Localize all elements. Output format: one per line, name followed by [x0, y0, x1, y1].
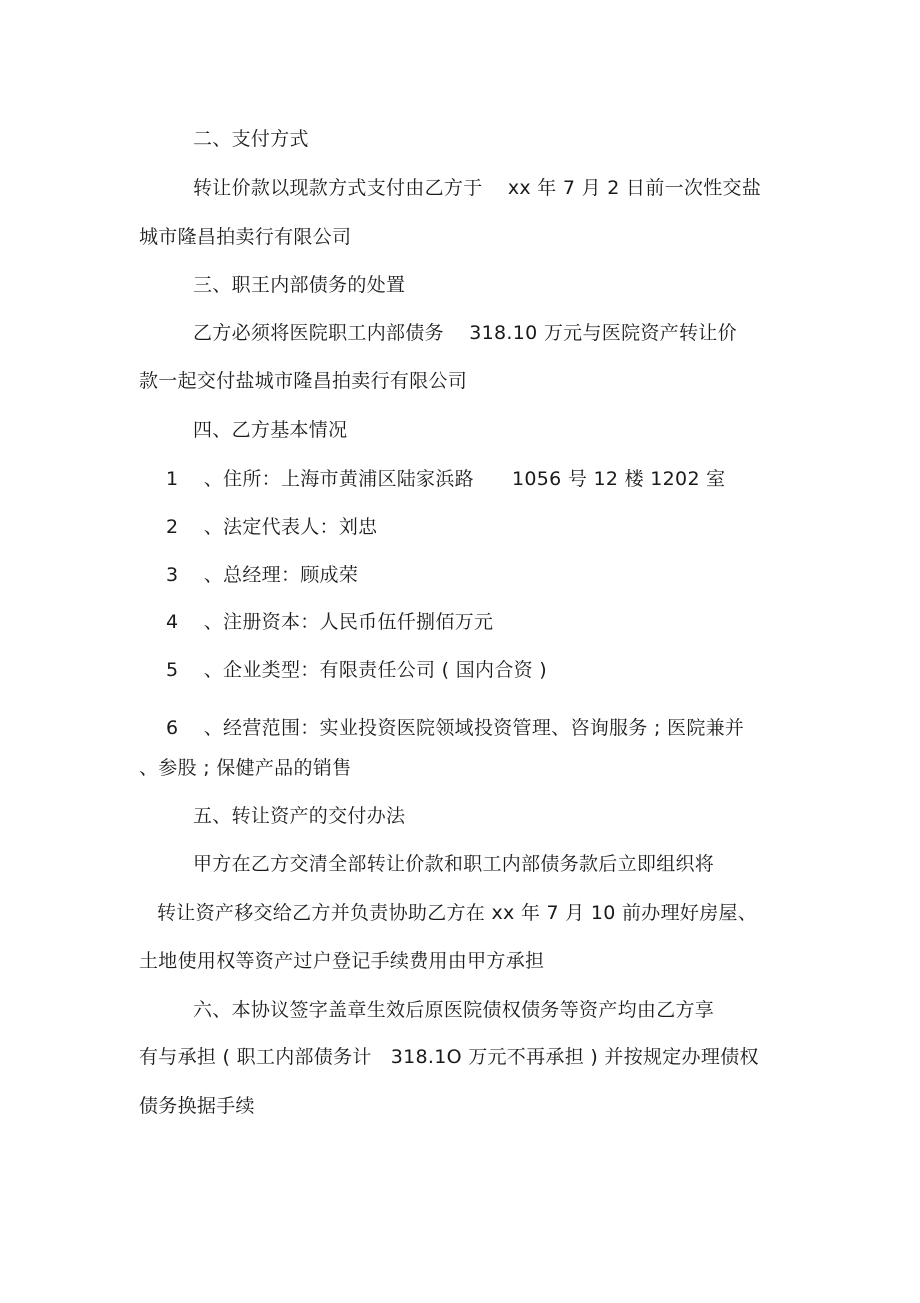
paragraph-line: 甲方在乙方交清全部转让价款和职工内部债务款后立即组织将	[193, 853, 715, 875]
list-item: 2 、法定代表人：刘忠	[166, 516, 378, 538]
list-item-continuation: 、参股 ; 保健产品的销售	[139, 757, 352, 779]
paragraph-line: 有与承担 ( 职工内部债务计 318.1O 万元不再承担 ) 并按规定办理债权	[139, 1046, 759, 1068]
list-item: 3 、总经理：顾成荣	[166, 564, 359, 586]
section-heading-delivery: 五、转让资产的交付办法	[193, 805, 406, 827]
paragraph-line: 债务换据手续	[139, 1095, 255, 1117]
section-heading-effect: 六、本协议签字盖章生效后原医院债权债务等资产均由乙方享	[193, 999, 715, 1021]
list-item: 6 、经营范围：实业投资医院领域投资管理、咨询服务 ; 医院兼并	[166, 717, 745, 739]
list-item: 5 、企业类型：有限责任公司 ( 国内合资 )	[166, 659, 547, 681]
paragraph-line: 款一起交付盐城市隆昌拍卖行有限公司	[139, 370, 468, 392]
section-heading-party-b: 四、乙方基本情况	[193, 419, 348, 441]
list-item: 4 、注册资本：人民币伍仟捌佰万元	[166, 611, 494, 633]
list-item: 1 、住所：上海市黄浦区陆家浜路 1056 号 12 楼 1202 室	[166, 468, 726, 490]
section-heading-debt: 三、职王内部债务的处置	[193, 274, 406, 296]
paragraph-line: 城市隆昌拍卖行有限公司	[139, 226, 352, 248]
paragraph-line: 转让价款以现款方式支付由乙方于 xx 年 7 月 2 日前一次性交盐	[193, 177, 762, 199]
paragraph-line: 乙方必须将医院职工内部债务 318.10 万元与医院资产转让价	[193, 322, 737, 344]
paragraph-line: 转让资产移交给乙方并负责协助乙方在 xx 年 7 月 10 前办理好房屋、	[157, 902, 758, 924]
paragraph-line: 土地使用权等资产过户登记手续费用由甲方承担	[139, 950, 545, 972]
section-heading-payment: 二、支付方式	[193, 128, 309, 150]
